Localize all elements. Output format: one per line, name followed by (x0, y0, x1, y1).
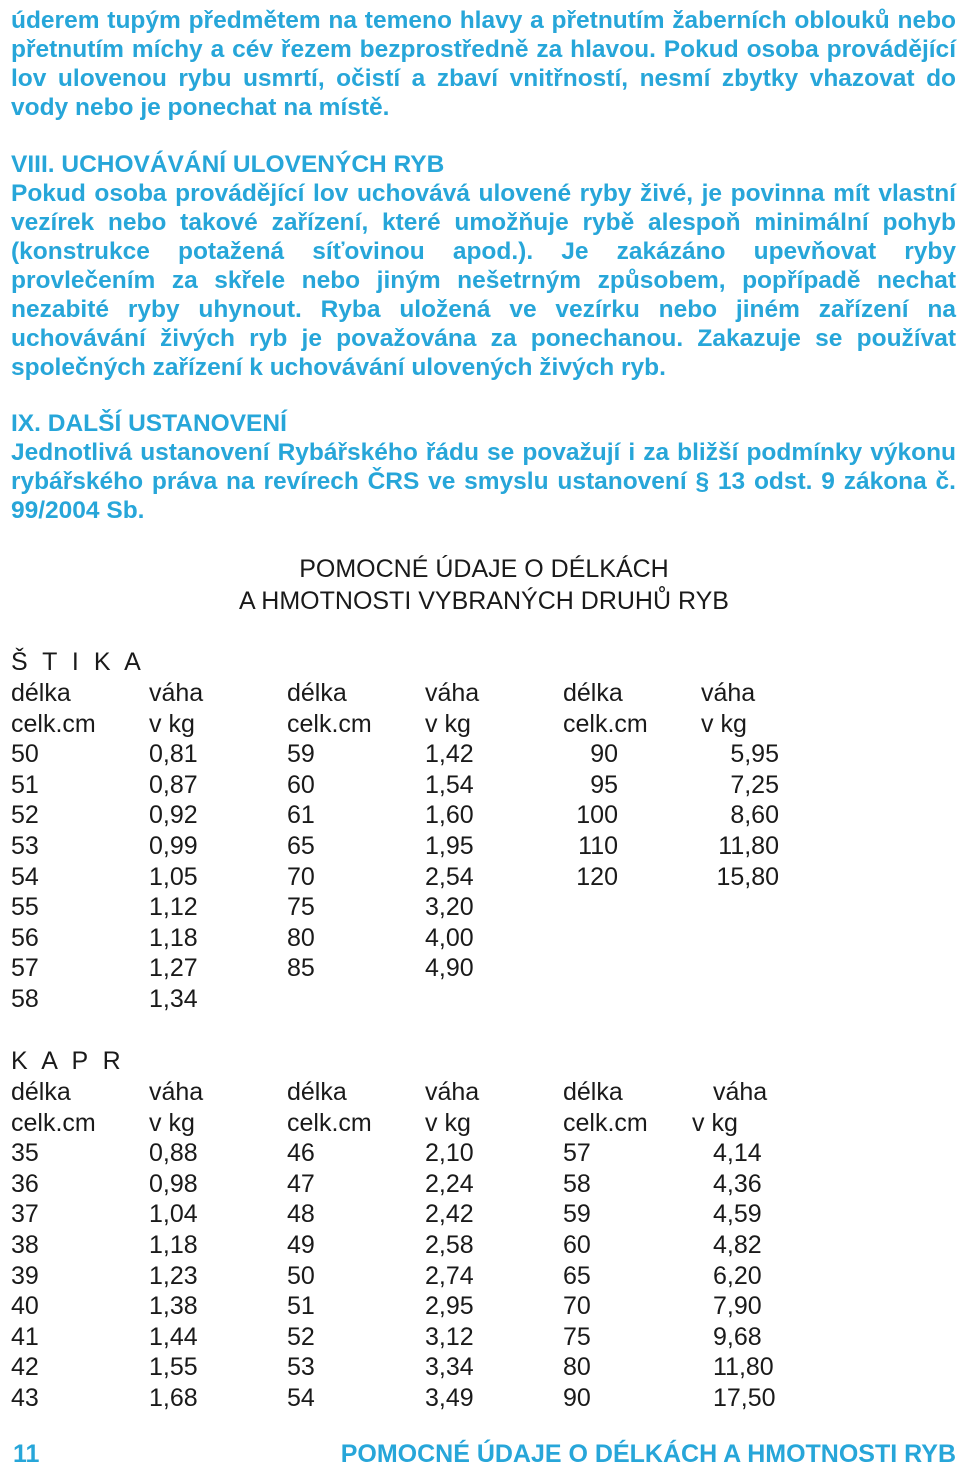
table-cell: 1,38 (149, 1292, 198, 1321)
table-cell: 1,60 (425, 801, 474, 830)
table-cell: délka (287, 679, 347, 707)
table-row (11, 862, 958, 893)
table-cell: 3,49 (425, 1383, 474, 1412)
table-cell: 1,12 (149, 893, 198, 922)
table-cell: 51 (11, 770, 39, 799)
table-cell: 1,95 (425, 831, 474, 860)
table-cell: celk.cm (563, 1108, 648, 1137)
table-cell: celk.cm (11, 1108, 96, 1137)
table-row (11, 800, 958, 831)
table-cell: v kg (692, 1108, 738, 1137)
table-cell: celk.cm (287, 1108, 372, 1137)
table-cell: 59 (563, 1200, 591, 1229)
section-8 (11, 150, 956, 382)
table-cell: 1,27 (149, 954, 198, 983)
table-cell: 40 (11, 1292, 39, 1321)
table-cell: 49 (287, 1230, 315, 1259)
table-cell: 53 (11, 831, 39, 860)
table-cell: 50 (287, 1261, 315, 1290)
table-cell: 2,74 (425, 1261, 474, 1290)
table-cell: 2,24 (425, 1169, 474, 1198)
table-cell: váha (149, 1078, 204, 1106)
table-cell: délka (11, 679, 71, 707)
table-cell: v kg (149, 1108, 195, 1137)
table-cell: 0,92 (149, 801, 198, 830)
table-cell: délka (563, 1078, 623, 1106)
table-cell: 60 (563, 1230, 591, 1259)
table-cell: v kg (149, 709, 195, 738)
table-cell: 70 (563, 1292, 591, 1321)
table-cell: 53 (287, 1353, 315, 1382)
species-name-kapr: K A P R (11, 1047, 125, 1075)
table-cell: 58 (563, 1169, 591, 1198)
table-cell: 11,80 (713, 1353, 774, 1382)
table-cell: 57 (563, 1139, 591, 1168)
table-cell: 4,59 (713, 1200, 762, 1229)
table-cell: 59 (287, 740, 315, 769)
table-cell: celk.cm (563, 709, 648, 738)
table-cell: 1,18 (149, 1230, 198, 1259)
table-row (11, 831, 958, 862)
table-cell: 60 (287, 770, 315, 799)
table-cell: 5,95 (730, 740, 779, 769)
table-cell: 47 (287, 1169, 315, 1198)
table-cell: 2,42 (425, 1200, 474, 1229)
table-cell: 80 (563, 1353, 591, 1382)
table-cell: v kg (425, 709, 471, 738)
table-row (11, 892, 958, 923)
table-cell: 4,14 (713, 1139, 762, 1168)
tables-title-line-1: POMOCNÉ ÚDAJE O DÉLKÁCH (299, 555, 669, 583)
table-cell: 3,12 (425, 1322, 474, 1351)
table-row (11, 953, 958, 984)
page-number: 11 (13, 1440, 40, 1468)
table-cell: 61 (287, 801, 315, 830)
table-cell: 65 (287, 831, 315, 860)
table-cell: 52 (11, 801, 39, 830)
table-cell: 37 (11, 1200, 39, 1229)
table-cell: 7,25 (730, 770, 779, 799)
table-row (11, 739, 958, 770)
table-cell: 11,80 (718, 831, 779, 860)
table-cell: 54 (11, 862, 39, 891)
table-cell: délka (287, 1078, 347, 1106)
table-cell: 1,23 (149, 1261, 198, 1290)
table-cell: 43 (11, 1383, 39, 1412)
table-cell: 2,10 (425, 1139, 474, 1168)
table-cell: 65 (563, 1261, 591, 1290)
table-cell: 58 (11, 984, 39, 1013)
table-row (11, 923, 958, 954)
table-cell: 90 (590, 740, 618, 769)
table-cell: 4,90 (425, 954, 474, 983)
table-cell: 52 (287, 1322, 315, 1351)
table-cell: 38 (11, 1230, 39, 1259)
section-9-text: Jednotlivá ustanovení Rybářského řádu se považují i za bližší podmínky výkonu rybářského práva na revírech ČRS ve smyslu ustanovení § 13 odst. 9 zákona č. 99/2004 Sb. (11, 439, 956, 524)
table-cell: 7,90 (713, 1292, 762, 1321)
table-cell: váha (425, 1078, 480, 1106)
footer-title: POMOCNÉ ÚDAJE O DÉLKÁCH A HMOTNOSTI RYB (340, 1440, 956, 1468)
table-cell: 0,99 (149, 831, 198, 860)
table-cell: 3,34 (425, 1353, 474, 1382)
table-cell: 1,18 (149, 923, 198, 952)
table-cell: váha (701, 679, 756, 707)
table-cell: celk.cm (287, 709, 372, 738)
table-cell: 3,20 (425, 893, 474, 922)
table-cell: 75 (287, 893, 315, 922)
table-cell: 2,54 (425, 862, 474, 891)
table-cell: celk.cm (11, 709, 96, 738)
table-cell: 0,98 (149, 1169, 198, 1198)
table-cell: 4,00 (425, 923, 474, 952)
table-cell: 1,42 (425, 740, 474, 769)
table-cell: 8,60 (730, 801, 779, 830)
header-row-labels (11, 678, 958, 709)
table-cell: 35 (11, 1139, 39, 1168)
table-cell: 120 (576, 862, 618, 891)
table-cell: 50 (11, 740, 39, 769)
table-cell: 57 (11, 954, 39, 983)
table-cell: 46 (287, 1139, 315, 1168)
table-stika (11, 678, 958, 1015)
table-cell: 39 (11, 1261, 39, 1290)
intro-paragraph: úderem tupým předmětem na temeno hlavy a přetnutím žaberních oblouků nebo přetnutím míchy a cév řezem bezprostředně za hlavou. Pokud osoba provádějící lov ulovenou rybu usmrtí, očistí a zbaví vnitřností, nesmí zbytky vhazovat do vody nebo je ponechat na místě. (11, 7, 956, 121)
table-cell: 1,05 (149, 862, 198, 891)
table-cell: váha (149, 679, 204, 707)
table-cell: 4,36 (713, 1169, 762, 1198)
table-cell: 36 (11, 1169, 39, 1198)
table-cell: 1,68 (149, 1383, 198, 1412)
table-cell: 1,54 (425, 770, 474, 799)
table-cell: 42 (11, 1353, 39, 1382)
table-cell: 80 (287, 923, 315, 952)
table-cell: 85 (287, 954, 315, 983)
table-cell: 90 (563, 1383, 591, 1412)
table-cell: 51 (287, 1292, 315, 1321)
table-row (11, 770, 958, 801)
table-cell: 75 (563, 1322, 591, 1351)
table-cell: délka (563, 679, 623, 707)
table-cell: 17,50 (713, 1383, 776, 1412)
table-cell: 0,81 (149, 740, 198, 769)
table-cell: 110 (578, 831, 618, 860)
header-row-units (11, 709, 958, 740)
table-cell: 1,34 (149, 984, 198, 1013)
table-cell: 6,20 (713, 1261, 762, 1290)
table-cell: 54 (287, 1383, 315, 1412)
table-cell: 1,44 (149, 1322, 198, 1351)
table-cell: v kg (425, 1108, 471, 1137)
table-cell: 0,87 (149, 770, 198, 799)
section-8-text: Pokud osoba provádějící lov uchovává ulovené ryby živé, je povinna mít vlastní vezírek nebo takové zařízení, které umožňuje rybě alespoň minimální pohyb (konstrukce potažená síťovinou apod.). Je zakázáno upevňovat ryby provlečením za skřele nebo jiným nešetrným způsobem, popřípadě nechat nezabité ryby uhynout. Ryba uložená ve vezírku nebo jiném zařízení na uchovávání živých ryb je považována za ponechanou. Zakazuje se používat společných zařízení k uchovávání ulovených živých ryb. (11, 180, 956, 381)
table-cell: váha (713, 1078, 768, 1106)
table-cell: 2,95 (425, 1292, 474, 1321)
table-row (11, 984, 958, 1015)
table-cell: 9,68 (713, 1322, 762, 1351)
table-cell: délka (11, 1078, 71, 1106)
table-cell: 56 (11, 923, 39, 952)
table-cell: 48 (287, 1200, 315, 1229)
species-name-stika: Š T I K A (11, 648, 145, 676)
table-cell: 1,04 (149, 1200, 198, 1229)
section-9 (11, 409, 956, 525)
table-cell: 15,80 (716, 862, 779, 891)
table-cell: 2,58 (425, 1230, 474, 1259)
table-cell: 100 (576, 801, 618, 830)
section-9-heading: IX. DALŠÍ USTANOVENÍ (11, 410, 287, 437)
table-cell: váha (425, 679, 480, 707)
tables-title (0, 553, 960, 617)
table-cell: 70 (287, 862, 315, 891)
table-cell: 55 (11, 893, 39, 922)
table-cell: 1,55 (149, 1353, 198, 1382)
table-cell: 0,88 (149, 1139, 198, 1168)
section-8-heading: VIII. UCHOVÁVÁNÍ ULOVENÝCH RYB (11, 151, 445, 178)
table-cell: 4,82 (713, 1230, 762, 1259)
table-cell: 95 (590, 770, 618, 799)
table-cell: 41 (11, 1322, 39, 1351)
tables-title-line-2: A HMOTNOSTI VYBRANÝCH DRUHŮ RYB (239, 587, 729, 615)
table-cell: v kg (701, 709, 747, 738)
